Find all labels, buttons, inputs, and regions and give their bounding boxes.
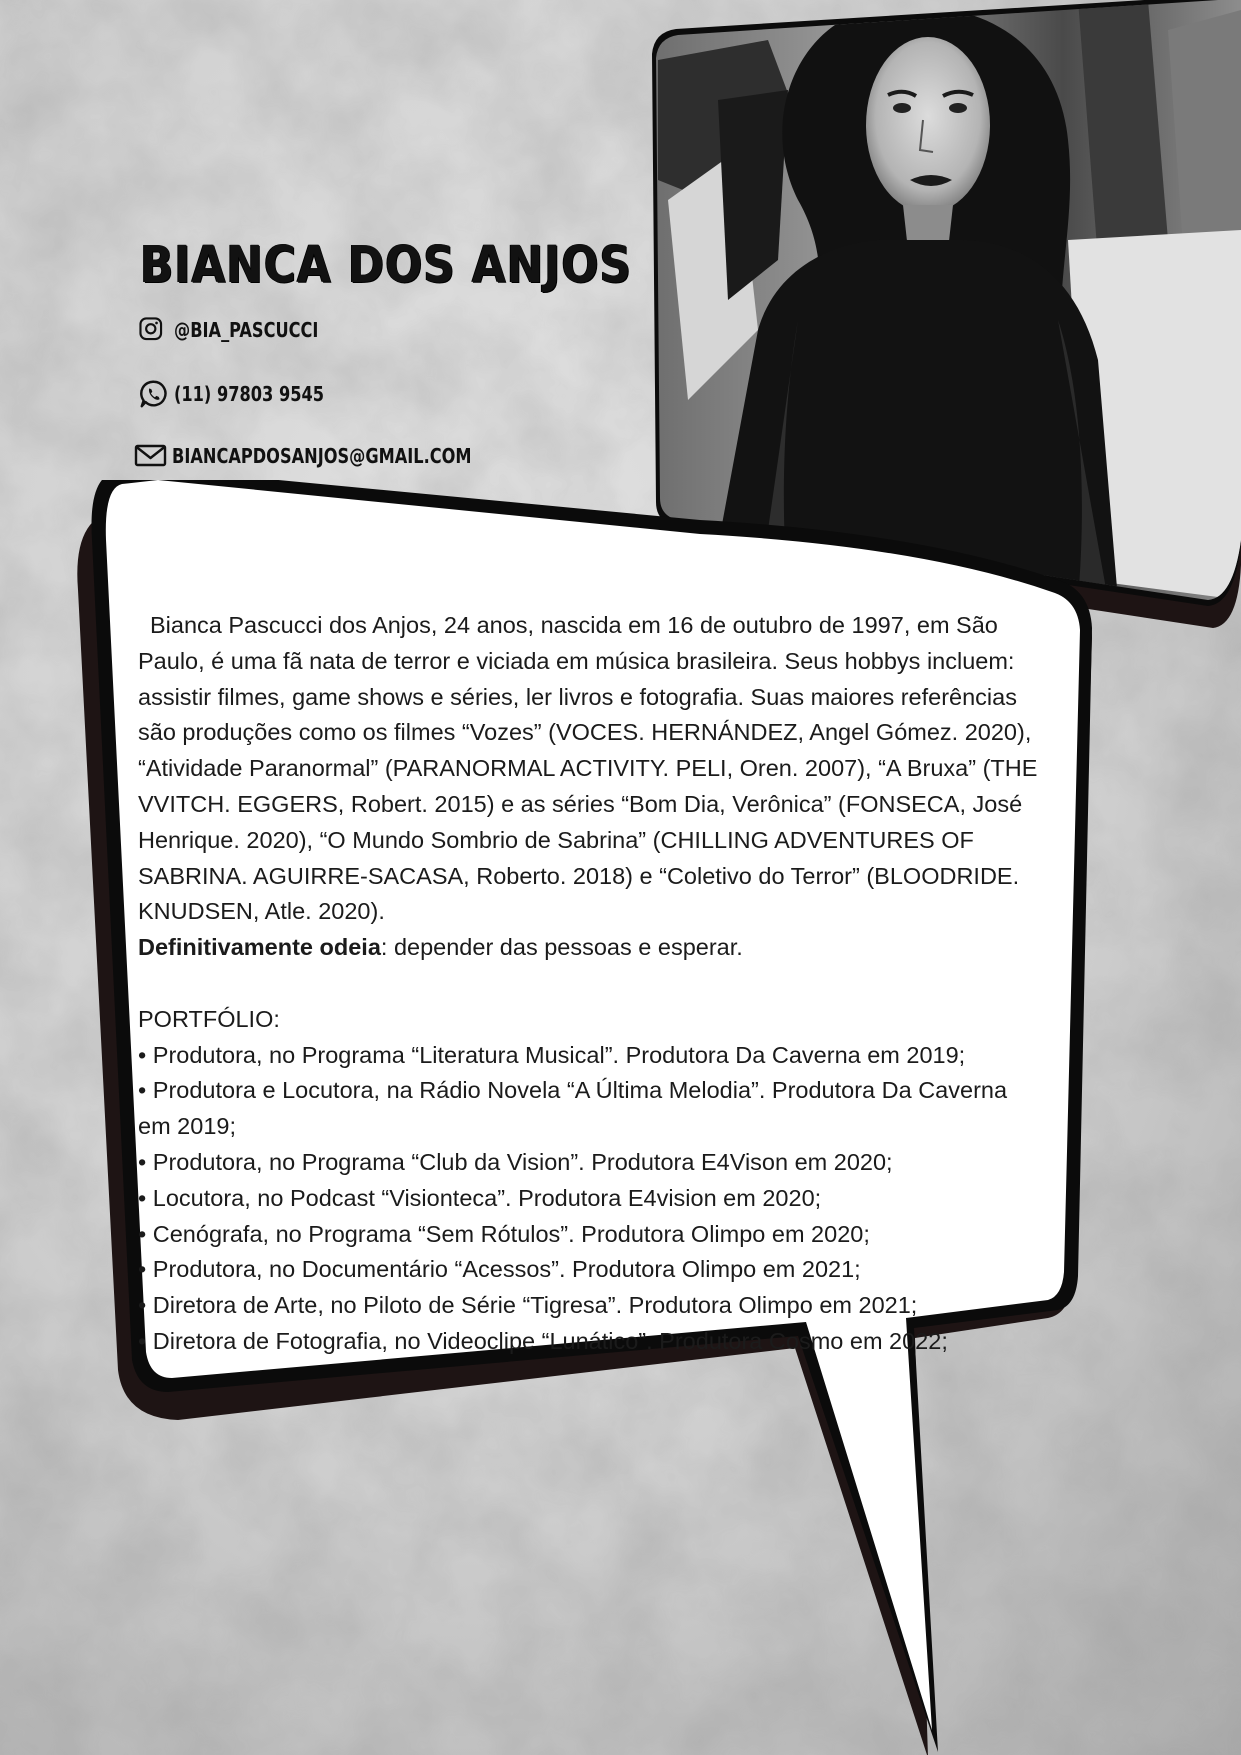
portfolio-item: • Diretora de Arte, no Piloto de Série “Tigresa”. Produtora Olimpo em 2021; <box>138 1288 1038 1324</box>
portfolio-item: • Produtora, no Programa “Literatura Musical”. Produtora Da Caverna em 2019; <box>138 1038 1038 1074</box>
portfolio-item: • Produtora e Locutora, na Rádio Novela “A Última Melodia”. Produtora Da Caverna em 2019; <box>138 1073 1038 1145</box>
instagram-icon <box>138 316 166 344</box>
dislike-label: Definitivamente odeia <box>138 934 381 961</box>
dislike-text: : depender das pessoas e esperar. <box>380 934 743 961</box>
instagram-handle: @BIA_PASCUCCI <box>174 318 319 342</box>
phone-contact <box>138 378 341 410</box>
spacer <box>138 966 1038 1002</box>
profile-name: BIANCA DOS ANJOS <box>140 236 632 295</box>
bio-text: Bianca Pascucci dos Anjos, 24 anos, nascida em 16 de outubro de 1997, em São Paulo, é uma fã nata de terror e viciada em música brasileira. Seus hobbys incluem: assistir filmes, game shows e séries, ler livros e fotografia. Suas maiores referências são produções como os filmes “Vozes” (VOCES. HERNÁNDEZ, Angel Gómez. 2020), “Atividade Paranormal” (PARANORMAL ACTIVITY. PELI, Oren. 2007), “A Bruxa” (THE VVITCH. EGGERS, Robert. 2015) e as séries “Bom Dia, Verônica” (FONSECA, José Henrique. 2020), “O Mundo Sombrio de Sabrina” (CHILLING ADVENTURES OF SABRINA. AGUIRRE-SACASA, Roberto. 2018) e “Coletivo do Terror” (BLOODRIDE. KNUDSEN, Atle. 2020). <box>138 612 1038 925</box>
portfolio-item: • Diretora de Fotografia, no Videoclipe “Lunático”. Produtora Cosmo em 2022; <box>138 1324 1038 1360</box>
bio-paragraph <box>138 608 1038 966</box>
email-contact <box>134 439 505 473</box>
portfolio-item: • Produtora, no Programa “Club da Vision”. Produtora E4Vison em 2020; <box>138 1145 1038 1181</box>
whatsapp-icon <box>138 378 170 410</box>
portfolio-heading: PORTFÓLIO: <box>138 1005 280 1032</box>
phone-number: (11) 97803 9545 <box>174 382 325 406</box>
envelope-icon <box>134 439 168 473</box>
portfolio-item: • Cenógrafa, no Programa “Sem Rótulos”. Produtora Olimpo em 2020; <box>138 1217 1038 1253</box>
portfolio-item: • Produtora, no Documentário “Acessos”. Produtora Olimpo em 2021; <box>138 1252 1038 1288</box>
portfolio-list <box>138 1038 1038 1360</box>
portfolio-item: • Locutora, no Podcast “Visionteca”. Produtora E4vision em 2020; <box>138 1181 1038 1217</box>
instagram-contact <box>138 316 334 344</box>
email-address: BIANCAPDOSANJOS@GMAIL.COM <box>172 444 472 468</box>
bio-section <box>138 608 1038 1360</box>
